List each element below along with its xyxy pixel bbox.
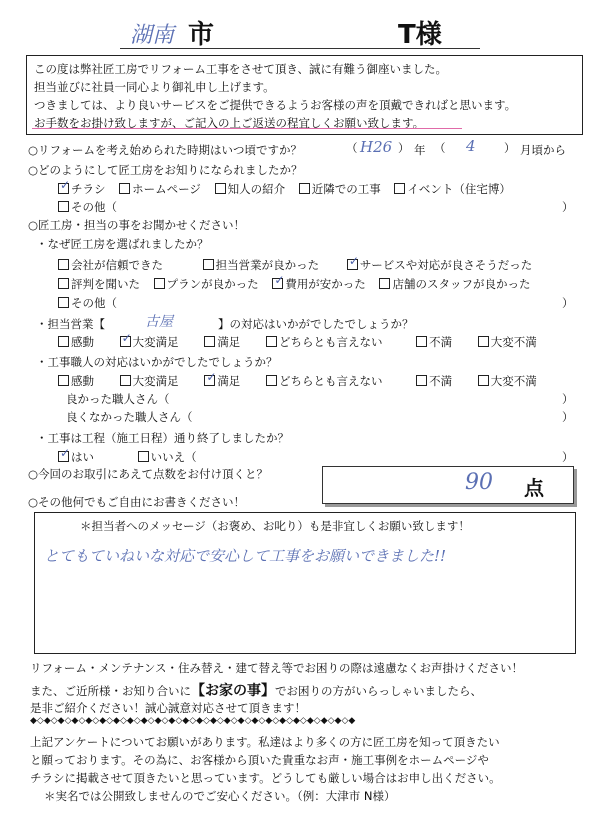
- intro-highlight-mark: [32, 128, 462, 129]
- checkbox[interactable]: [394, 183, 405, 194]
- intro-line-4: お手数をお掛け致しますが、ご記入の上ご返送の程宜しくお願い致します。: [34, 116, 425, 130]
- checkbox[interactable]: [203, 259, 214, 270]
- q5-option[interactable]: 感動: [58, 374, 94, 388]
- checkbox[interactable]: [204, 375, 215, 386]
- checkbox[interactable]: [58, 278, 69, 289]
- footer-line-2: [30, 680, 482, 700]
- intro-line-2: 担当並びに社員一同心より御礼申し上げます。: [34, 80, 275, 94]
- q2-label: ○どのようにして匠工房をお知りになられましたか？: [28, 163, 303, 177]
- q1-label: ○リフォームを考え始められた時期はいつ頃ですか？: [28, 143, 302, 157]
- q1-close-paren: ）: [398, 141, 410, 155]
- q3-why-label: ・なぜ匠工房を選ばれましたか？: [36, 237, 209, 251]
- footer-note-1: 上記アンケートについてお願いがあります。私達はより多くの方に匠工房を知って頂きたい: [30, 735, 500, 749]
- q3-other-close: ）: [562, 296, 574, 310]
- footer-line-2-bold: 【お家の事】: [191, 683, 275, 699]
- q3-other[interactable]: その他（: [58, 295, 117, 311]
- intro-line-3: つきましては、より良いサービスをご提供できるようお客様の声を頂戴できればと思います。: [34, 98, 517, 112]
- q1-month[interactable]: 4: [466, 137, 476, 155]
- q4-option[interactable]: 不満: [416, 335, 452, 349]
- intro-line-1: この度は弊社匠工房でリフォーム工事をさせて頂き、誠に有難う御座いました。: [34, 62, 447, 76]
- footer-note-4: ＊実名では公開致しませんのでご安心ください。（例：大津市 N様）: [44, 789, 396, 803]
- checkbox[interactable]: [347, 259, 358, 270]
- checkbox[interactable]: [272, 278, 283, 289]
- q3-option[interactable]: 担当営業が良かった: [203, 258, 320, 272]
- message-header: ＊担当者へのメッセージ（お褒め、お叱り）も是非宜しくお願い致します！: [80, 519, 470, 533]
- checkbox[interactable]: [58, 451, 69, 462]
- q1-month-unit: 月頃から: [520, 143, 566, 157]
- city-suffix: 市: [188, 20, 215, 50]
- checkbox[interactable]: [58, 259, 69, 270]
- q2-other-close: ）: [562, 200, 574, 214]
- checkbox[interactable]: [416, 336, 427, 347]
- q4-label-pre: ・担当営業【: [36, 317, 105, 331]
- q4-option[interactable]: ✓ 大変満足: [120, 335, 179, 349]
- q3-option[interactable]: 評判を聞いた: [58, 277, 140, 291]
- q5-options: [58, 373, 547, 389]
- checkbox[interactable]: [416, 375, 427, 386]
- q5-option[interactable]: 大変満足: [120, 374, 179, 388]
- q5-option[interactable]: 不満: [416, 374, 452, 388]
- checkbox[interactable]: [266, 375, 277, 386]
- city-handwritten: 湖南: [130, 23, 175, 48]
- score-value[interactable]: 90: [465, 470, 493, 495]
- checkbox[interactable]: [266, 336, 277, 347]
- q1-year-unit: 年: [414, 143, 426, 157]
- header-underline: [120, 48, 480, 49]
- q3-row-2: [58, 276, 540, 292]
- q5-good-staff[interactable]: 良かった職人さん（: [66, 392, 170, 406]
- q1-close-paren-2: ）: [504, 141, 516, 155]
- q1-year[interactable]: H26: [360, 138, 393, 156]
- q5-good-close: ）: [562, 392, 574, 406]
- q4-option[interactable]: 満足: [204, 335, 240, 349]
- footer-line-3: 是非ご紹介ください！誠心誠意対応させて頂きます！: [30, 701, 306, 715]
- footer-note-2: と願っております。その為に、お客様から頂いた貴重なお声・施工事例をホームページや: [30, 753, 489, 767]
- q4-label-post: 】の対応はいかがでしたでしょうか？: [218, 317, 414, 331]
- checkbox[interactable]: [120, 375, 131, 386]
- checkbox[interactable]: [299, 183, 310, 194]
- q5-option[interactable]: 大変不満: [478, 374, 537, 388]
- checkbox[interactable]: [138, 451, 149, 462]
- q6-option[interactable]: いいえ（: [138, 450, 197, 464]
- checkbox[interactable]: [379, 278, 390, 289]
- checkbox[interactable]: [478, 375, 489, 386]
- checkbox[interactable]: [478, 336, 489, 347]
- footer-line-1: リフォーム・メンテナンス・住み替え・建て替え等でお困りの際は遠慮なくお声掛けください！: [30, 661, 523, 675]
- checkbox[interactable]: [204, 336, 215, 347]
- q4-option[interactable]: 感動: [58, 335, 94, 349]
- q6-option[interactable]: ✓はい: [58, 450, 94, 464]
- q3-option[interactable]: 店舗のスタッフが良かった: [379, 277, 530, 291]
- q2-other[interactable]: その他（: [58, 199, 117, 215]
- q6-options: [58, 449, 207, 465]
- q2-options: [58, 181, 521, 197]
- footer-note-3: チラシに掲載させて頂きたいと思っています。どうしても厳しい場合はお申し出ください。: [30, 771, 501, 785]
- checkbox[interactable]: [58, 375, 69, 386]
- q7-label: ○今回のお取引にあえて点数をお付け頂くと？: [28, 467, 269, 481]
- q2-option[interactable]: ホームページ: [119, 182, 201, 196]
- q1-open-paren-2: （: [434, 141, 446, 155]
- q2-option[interactable]: イベント（住宅博）: [394, 182, 511, 196]
- q5-option[interactable]: どちらとも言えない: [266, 374, 383, 388]
- checkbox[interactable]: [58, 183, 69, 194]
- checkbox[interactable]: [154, 278, 165, 289]
- q3-label: ○匠工房・担当の事をお聞かせください！: [28, 218, 246, 232]
- footer-divider: ◆◇◆◇◆◇◆◇◆◇◆◇◆◇◆◇◆◇◆◇◆◇◆◇◆◇◆◇◆◇◆◇◆◇◆◇◆◇◆◇◆◇◆◇◆◇◆: [30, 716, 356, 726]
- checkbox[interactable]: [119, 183, 130, 194]
- q2-option[interactable]: 近隣での工事: [299, 182, 381, 196]
- q3-option[interactable]: ✓ 費用が安かった: [272, 277, 366, 291]
- q1-open-paren: （: [346, 141, 358, 155]
- q5-bad-staff[interactable]: 良くなかった職人さん（: [66, 410, 193, 424]
- checkbox[interactable]: [58, 297, 69, 308]
- footer-line-2-pre: また、ご近所様・お知り合いに: [30, 684, 191, 698]
- q3-option[interactable]: プランが良かった: [154, 277, 259, 291]
- q8-label: ○その他何でもご自由にお書きください！: [28, 495, 246, 509]
- q6-close: ）: [562, 450, 574, 464]
- q2-option[interactable]: ✓チラシ: [58, 182, 106, 196]
- q4-option[interactable]: 大変不満: [478, 335, 537, 349]
- footer-line-2-post: でお困りの方がいらっしゃいましたら、: [275, 684, 482, 698]
- customer-name: T様: [398, 20, 442, 50]
- q2-option[interactable]: 知人の紹介: [215, 182, 286, 196]
- q3-option[interactable]: ✓ サービスや対応が良さそうだった: [347, 258, 533, 272]
- q5-bad-close: ）: [562, 410, 574, 424]
- checkbox[interactable]: [58, 336, 69, 347]
- checkbox[interactable]: [58, 201, 69, 212]
- score-unit: 点: [524, 476, 544, 500]
- checkbox[interactable]: [215, 183, 226, 194]
- q4-options: [58, 334, 547, 350]
- q4-option[interactable]: どちらとも言えない: [266, 335, 383, 349]
- message-handwritten[interactable]: とてもていねいな対応で安心して工事をお願いできました!!: [44, 547, 447, 565]
- q5-label: ・工事職人の対応はいかがでしたでしょうか？: [36, 355, 278, 369]
- q3-option[interactable]: 会社が信頼できた: [58, 258, 163, 272]
- q6-label: ・工事は工程（施工日程）通り終了しましたか？: [36, 431, 289, 445]
- q5-option[interactable]: ✓ 満足: [204, 374, 240, 388]
- checkbox[interactable]: [120, 336, 131, 347]
- q3-row-1: [58, 257, 542, 273]
- q4-staff-name[interactable]: 古屋: [145, 314, 173, 330]
